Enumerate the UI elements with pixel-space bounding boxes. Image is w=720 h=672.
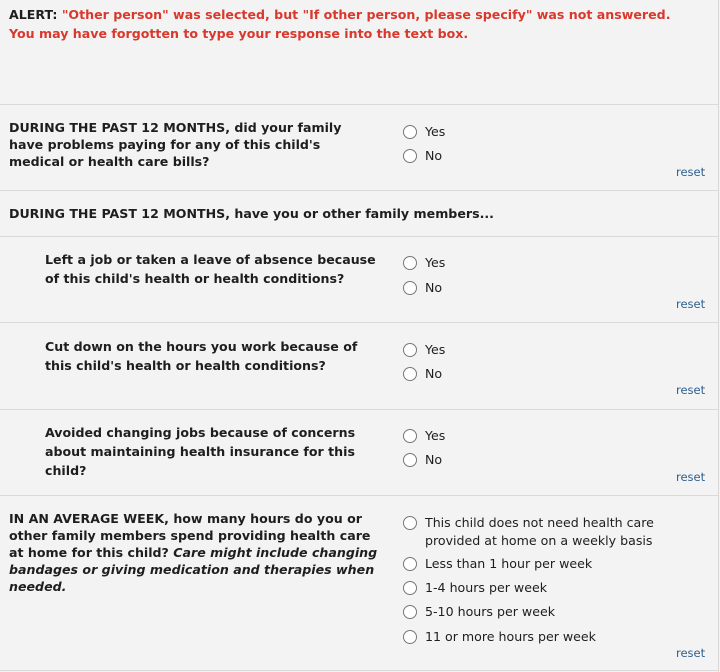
option-label: No bbox=[425, 148, 443, 163]
question-medical-bills: DURING THE PAST 12 MONTHS, did your family have problems paying for any of this child's medical or health care bills? bbox=[9, 120, 342, 169]
radio-q2-no[interactable] bbox=[403, 281, 417, 295]
question-text: IN AN AVERAGE WEEK, how many hours do you or other family members spend providing health care at home for this child? bbox=[9, 511, 371, 560]
reset-link-q1[interactable]: reset bbox=[676, 165, 706, 179]
radio-q5-no-care-needed[interactable] bbox=[403, 516, 417, 530]
option-label: No bbox=[425, 452, 443, 467]
reset-link-q2[interactable]: reset bbox=[676, 297, 706, 311]
divider bbox=[0, 322, 718, 323]
option-label: 1-4 hours per week bbox=[425, 580, 547, 595]
divider bbox=[0, 236, 718, 237]
option-q5-11-or-more-hours[interactable] bbox=[403, 628, 596, 646]
divider bbox=[0, 670, 718, 671]
option-q5-1-4-hours[interactable] bbox=[403, 579, 547, 597]
radio-q5-1-4-hours[interactable] bbox=[403, 581, 417, 595]
question-weekly-home-care bbox=[9, 510, 379, 595]
option-q2-yes[interactable] bbox=[403, 254, 445, 272]
option-label: No bbox=[425, 280, 443, 295]
divider bbox=[0, 495, 718, 496]
option-label: 5-10 hours per week bbox=[425, 604, 556, 619]
option-q3-no[interactable] bbox=[403, 365, 442, 383]
radio-q3-yes[interactable] bbox=[403, 343, 417, 357]
option-label: 11 or more hours per week bbox=[425, 629, 596, 644]
section-header: DURING THE PAST 12 MONTHS, have you or other family members... bbox=[9, 206, 494, 221]
question-left-job: Left a job or taken a leave of absence because of this child's health or health conditions? bbox=[45, 252, 376, 286]
validation-alert bbox=[9, 5, 699, 43]
radio-q1-no[interactable] bbox=[403, 149, 417, 163]
option-label: Yes bbox=[425, 255, 446, 270]
radio-q3-no[interactable] bbox=[403, 367, 417, 381]
radio-q5-11-or-more-hours[interactable] bbox=[403, 630, 417, 644]
question-cut-hours: Cut down on the hours you work because of this child's health or health conditions? bbox=[45, 339, 358, 373]
option-q5-no-care-needed[interactable] bbox=[403, 514, 705, 550]
radio-q2-yes[interactable] bbox=[403, 256, 417, 270]
radio-q4-no[interactable] bbox=[403, 453, 417, 467]
question-avoided-changing-jobs: Avoided changing jobs because of concerns about maintaining health insurance for this child? bbox=[45, 425, 356, 478]
option-q5-5-10-hours[interactable] bbox=[403, 603, 555, 621]
option-q1-no[interactable] bbox=[403, 147, 442, 165]
reset-link-q4[interactable]: reset bbox=[676, 470, 706, 484]
alert-label: ALERT: bbox=[9, 7, 58, 22]
question-note: Care might include changing bandages or giving medication and therapies when needed. bbox=[9, 545, 378, 594]
radio-q5-5-10-hours[interactable] bbox=[403, 605, 417, 619]
radio-q5-less-than-1-hour[interactable] bbox=[403, 557, 417, 571]
option-label: No bbox=[425, 366, 443, 381]
option-label: Less than 1 hour per week bbox=[425, 556, 593, 571]
option-label: This child does not need health care provided at home on a weekly basis bbox=[425, 515, 654, 548]
divider bbox=[0, 104, 718, 105]
option-q1-yes[interactable] bbox=[403, 123, 445, 141]
option-q5-less-than-1-hour[interactable] bbox=[403, 555, 592, 573]
option-label: Yes bbox=[425, 342, 446, 357]
option-q2-no[interactable] bbox=[403, 279, 442, 297]
option-label: Yes bbox=[425, 124, 446, 139]
option-label: Yes bbox=[425, 428, 446, 443]
radio-q4-yes[interactable] bbox=[403, 429, 417, 443]
radio-q1-yes[interactable] bbox=[403, 125, 417, 139]
divider bbox=[0, 409, 718, 410]
alert-message: "Other person" was selected, but "If other person, please specify" was not answered. You may have forgotten to type your response into the text box. bbox=[9, 7, 671, 41]
option-q4-no[interactable] bbox=[403, 451, 442, 469]
option-q4-yes[interactable] bbox=[403, 427, 445, 445]
option-q3-yes[interactable] bbox=[403, 341, 445, 359]
divider bbox=[0, 190, 718, 191]
reset-link-q3[interactable]: reset bbox=[676, 383, 706, 397]
reset-link-q5[interactable]: reset bbox=[676, 646, 706, 660]
